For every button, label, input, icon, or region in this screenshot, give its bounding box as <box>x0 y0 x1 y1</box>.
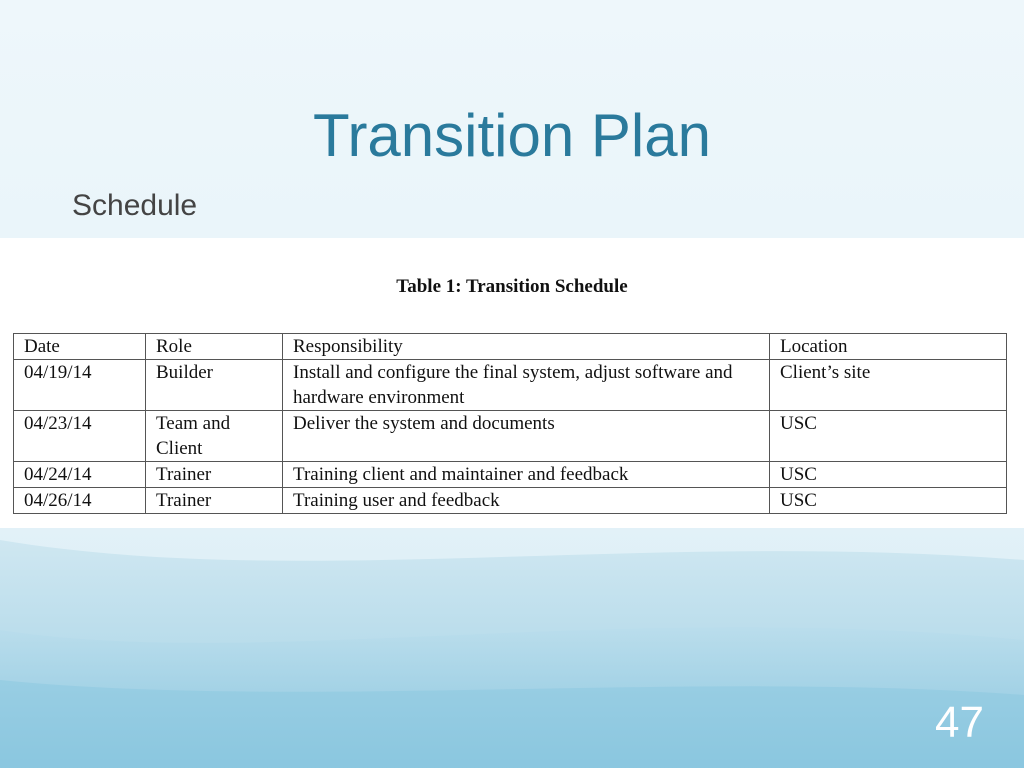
cell-responsibility: Training user and feedback <box>283 488 770 514</box>
transition-schedule-table <box>13 333 1007 514</box>
cell-location: USC <box>770 411 1007 462</box>
column-header-role: Role <box>146 334 283 360</box>
slide-number: 47 <box>935 698 984 747</box>
slide-title: Transition Plan <box>313 102 711 169</box>
cell-location: USC <box>770 462 1007 488</box>
table-row <box>14 360 1007 411</box>
column-header-responsibility: Responsibility <box>283 334 770 360</box>
table-row <box>14 462 1007 488</box>
cell-date: 04/19/14 <box>14 360 146 411</box>
table-row <box>14 411 1007 462</box>
table-row <box>14 488 1007 514</box>
cell-responsibility: Training client and maintainer and feedback <box>283 462 770 488</box>
table-header-row <box>14 334 1007 360</box>
cell-responsibility: Deliver the system and documents <box>283 411 770 462</box>
slide-subtitle: Schedule <box>72 189 198 222</box>
cell-role: Trainer <box>146 488 283 514</box>
cell-date: 04/26/14 <box>14 488 146 514</box>
cell-date: 04/23/14 <box>14 411 146 462</box>
column-header-location: Location <box>770 334 1007 360</box>
cell-role: Trainer <box>146 462 283 488</box>
cell-date: 04/24/14 <box>14 462 146 488</box>
cell-location: Client’s site <box>770 360 1007 411</box>
column-header-date: Date <box>14 334 146 360</box>
cell-responsibility: Install and configure the final system, adjust software and hardware environment <box>283 360 770 411</box>
cell-role: Team and Client <box>146 411 283 462</box>
background-waves <box>0 520 1024 768</box>
cell-location: USC <box>770 488 1007 514</box>
table-caption: Table 1: Transition Schedule <box>396 276 628 297</box>
cell-role: Builder <box>146 360 283 411</box>
